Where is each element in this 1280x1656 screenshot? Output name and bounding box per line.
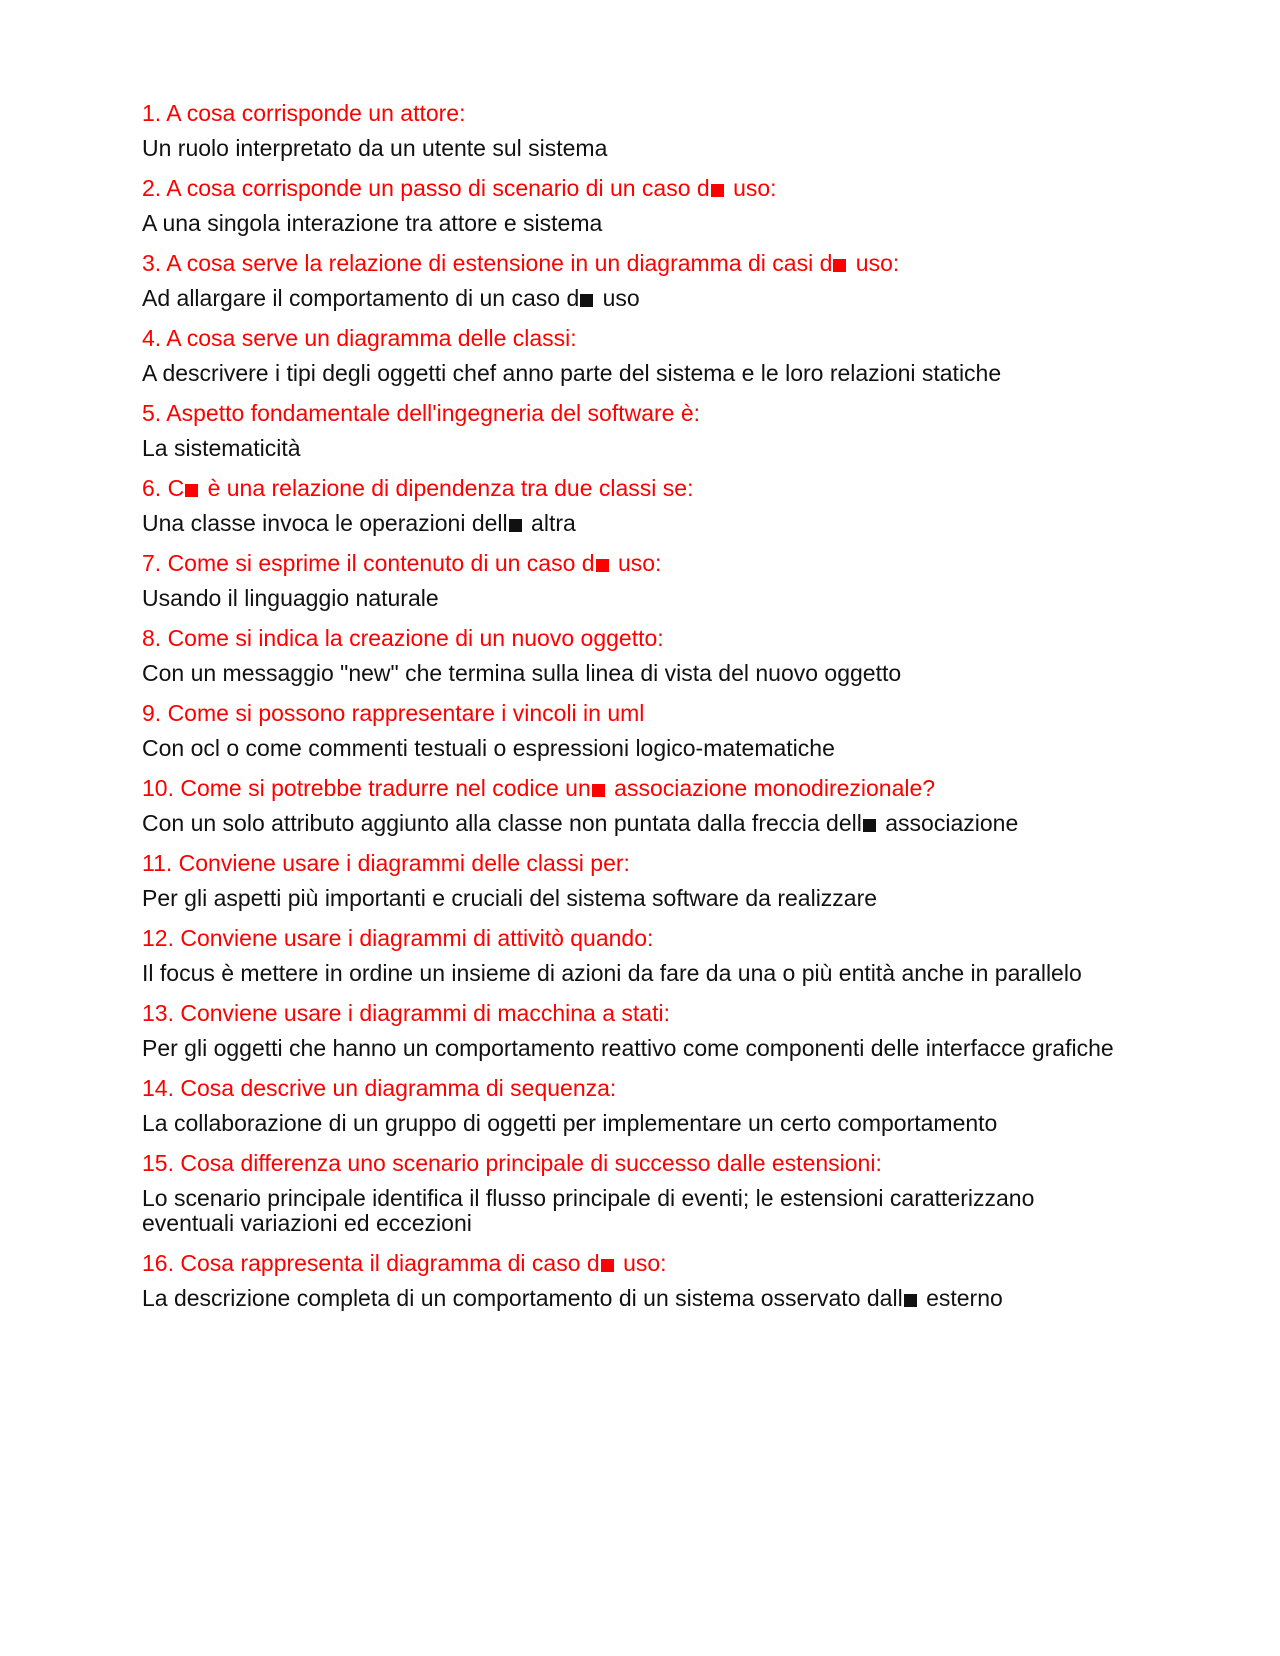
qa-item-3: [142, 250, 1132, 311]
placeholder-square-icon: [509, 519, 522, 532]
qa-item-2: [142, 175, 1132, 236]
answer-1: Un ruolo interpretato da un utente sul sistema: [142, 135, 608, 161]
qa-item-11: [142, 850, 1132, 911]
answer-8: Con un messaggio "new" che termina sulla linea di vista del nuovo oggetto: [142, 660, 902, 686]
question-9: 9. Come si possono rappresentare i vincoli in uml: [142, 700, 645, 726]
answer-2: A una singola interazione tra attore e sistema: [142, 210, 603, 236]
question-16: 16. Cosa rappresenta il diagramma di caso d uso:: [142, 1250, 667, 1276]
answer-10: Con un solo attributo aggiunto alla classe non puntata dalla freccia dell associazione: [142, 810, 1019, 836]
qa-item-10: [142, 775, 1132, 836]
placeholder-square-icon: [904, 1294, 917, 1307]
placeholder-square-icon: [711, 184, 724, 197]
placeholder-square-icon: [185, 484, 198, 497]
question-5: 5. Aspetto fondamentale dell'ingegneria del software è:: [142, 400, 701, 426]
question-7: 7. Come si esprime il contenuto di un caso d uso:: [142, 550, 662, 576]
question-2: 2. A cosa corrisponde un passo di scenario di un caso d uso:: [142, 175, 777, 201]
question-8: 8. Come si indica la creazione di un nuovo oggetto:: [142, 625, 664, 651]
qa-item-9: [142, 700, 1132, 761]
question-1: 1. A cosa corrisponde un attore:: [142, 100, 466, 126]
answer-9: Con ocl o come commenti testuali o espressioni logico-matematiche: [142, 735, 835, 761]
question-4: 4. A cosa serve un diagramma delle classi:: [142, 325, 577, 351]
question-3: 3. A cosa serve la relazione di estensione in un diagramma di casi d uso:: [142, 250, 900, 276]
question-12: 12. Conviene usare i diagrammi di attivitò quando:: [142, 925, 654, 951]
answer-15: Lo scenario principale identifica il flusso principale di eventi; le estensioni caratterizzano eventuali variazioni ed eccezioni: [142, 1185, 1035, 1236]
question-10: 10. Come si potrebbe tradurre nel codice un associazione monodirezionale?: [142, 775, 936, 801]
document-page: [142, 100, 1132, 1325]
placeholder-square-icon: [601, 1259, 614, 1272]
answer-16: La descrizione completa di un comportamento di un sistema osservato dall esterno: [142, 1285, 1003, 1311]
question-11: 11. Conviene usare i diagrammi delle classi per:: [142, 850, 630, 876]
answer-3: Ad allargare il comportamento di un caso d uso: [142, 285, 640, 311]
placeholder-square-icon: [580, 294, 593, 307]
question-13: 13. Conviene usare i diagrammi di macchina a stati:: [142, 1000, 670, 1026]
qa-item-8: [142, 625, 1132, 686]
answer-12: Il focus è mettere in ordine un insieme di azioni da fare da una o più entità anche in parallelo: [142, 960, 1082, 986]
answer-11: Per gli aspetti più importanti e cruciali del sistema software da realizzare: [142, 885, 878, 911]
placeholder-square-icon: [592, 784, 605, 797]
qa-item-16: [142, 1250, 1132, 1311]
qa-item-5: [142, 400, 1132, 461]
placeholder-square-icon: [863, 819, 876, 832]
qa-item-1: [142, 100, 1132, 161]
qa-item-15: [142, 1150, 1132, 1236]
answer-7: Usando il linguaggio naturale: [142, 585, 439, 611]
answer-13: Per gli oggetti che hanno un comportamento reattivo come componenti delle interfacce grafiche: [142, 1035, 1114, 1061]
qa-item-13: [142, 1000, 1132, 1061]
placeholder-square-icon: [833, 259, 846, 272]
answer-5: La sistematicità: [142, 435, 301, 461]
answer-4: A descrivere i tipi degli oggetti chef anno parte del sistema e le loro relazioni statiche: [142, 360, 1002, 386]
question-15: 15. Cosa differenza uno scenario principale di successo dalle estensioni:: [142, 1150, 882, 1176]
question-6: 6. C è una relazione di dipendenza tra due classi se:: [142, 475, 694, 501]
qa-item-4: [142, 325, 1132, 386]
qa-item-7: [142, 550, 1132, 611]
question-14: 14. Cosa descrive un diagramma di sequenza:: [142, 1075, 617, 1101]
answer-6: Una classe invoca le operazioni dell altra: [142, 510, 576, 536]
qa-item-6: [142, 475, 1132, 536]
qa-item-14: [142, 1075, 1132, 1136]
qa-item-12: [142, 925, 1132, 986]
answer-14: La collaborazione di un gruppo di oggetti per implementare un certo comportamento: [142, 1110, 998, 1136]
placeholder-square-icon: [596, 559, 609, 572]
